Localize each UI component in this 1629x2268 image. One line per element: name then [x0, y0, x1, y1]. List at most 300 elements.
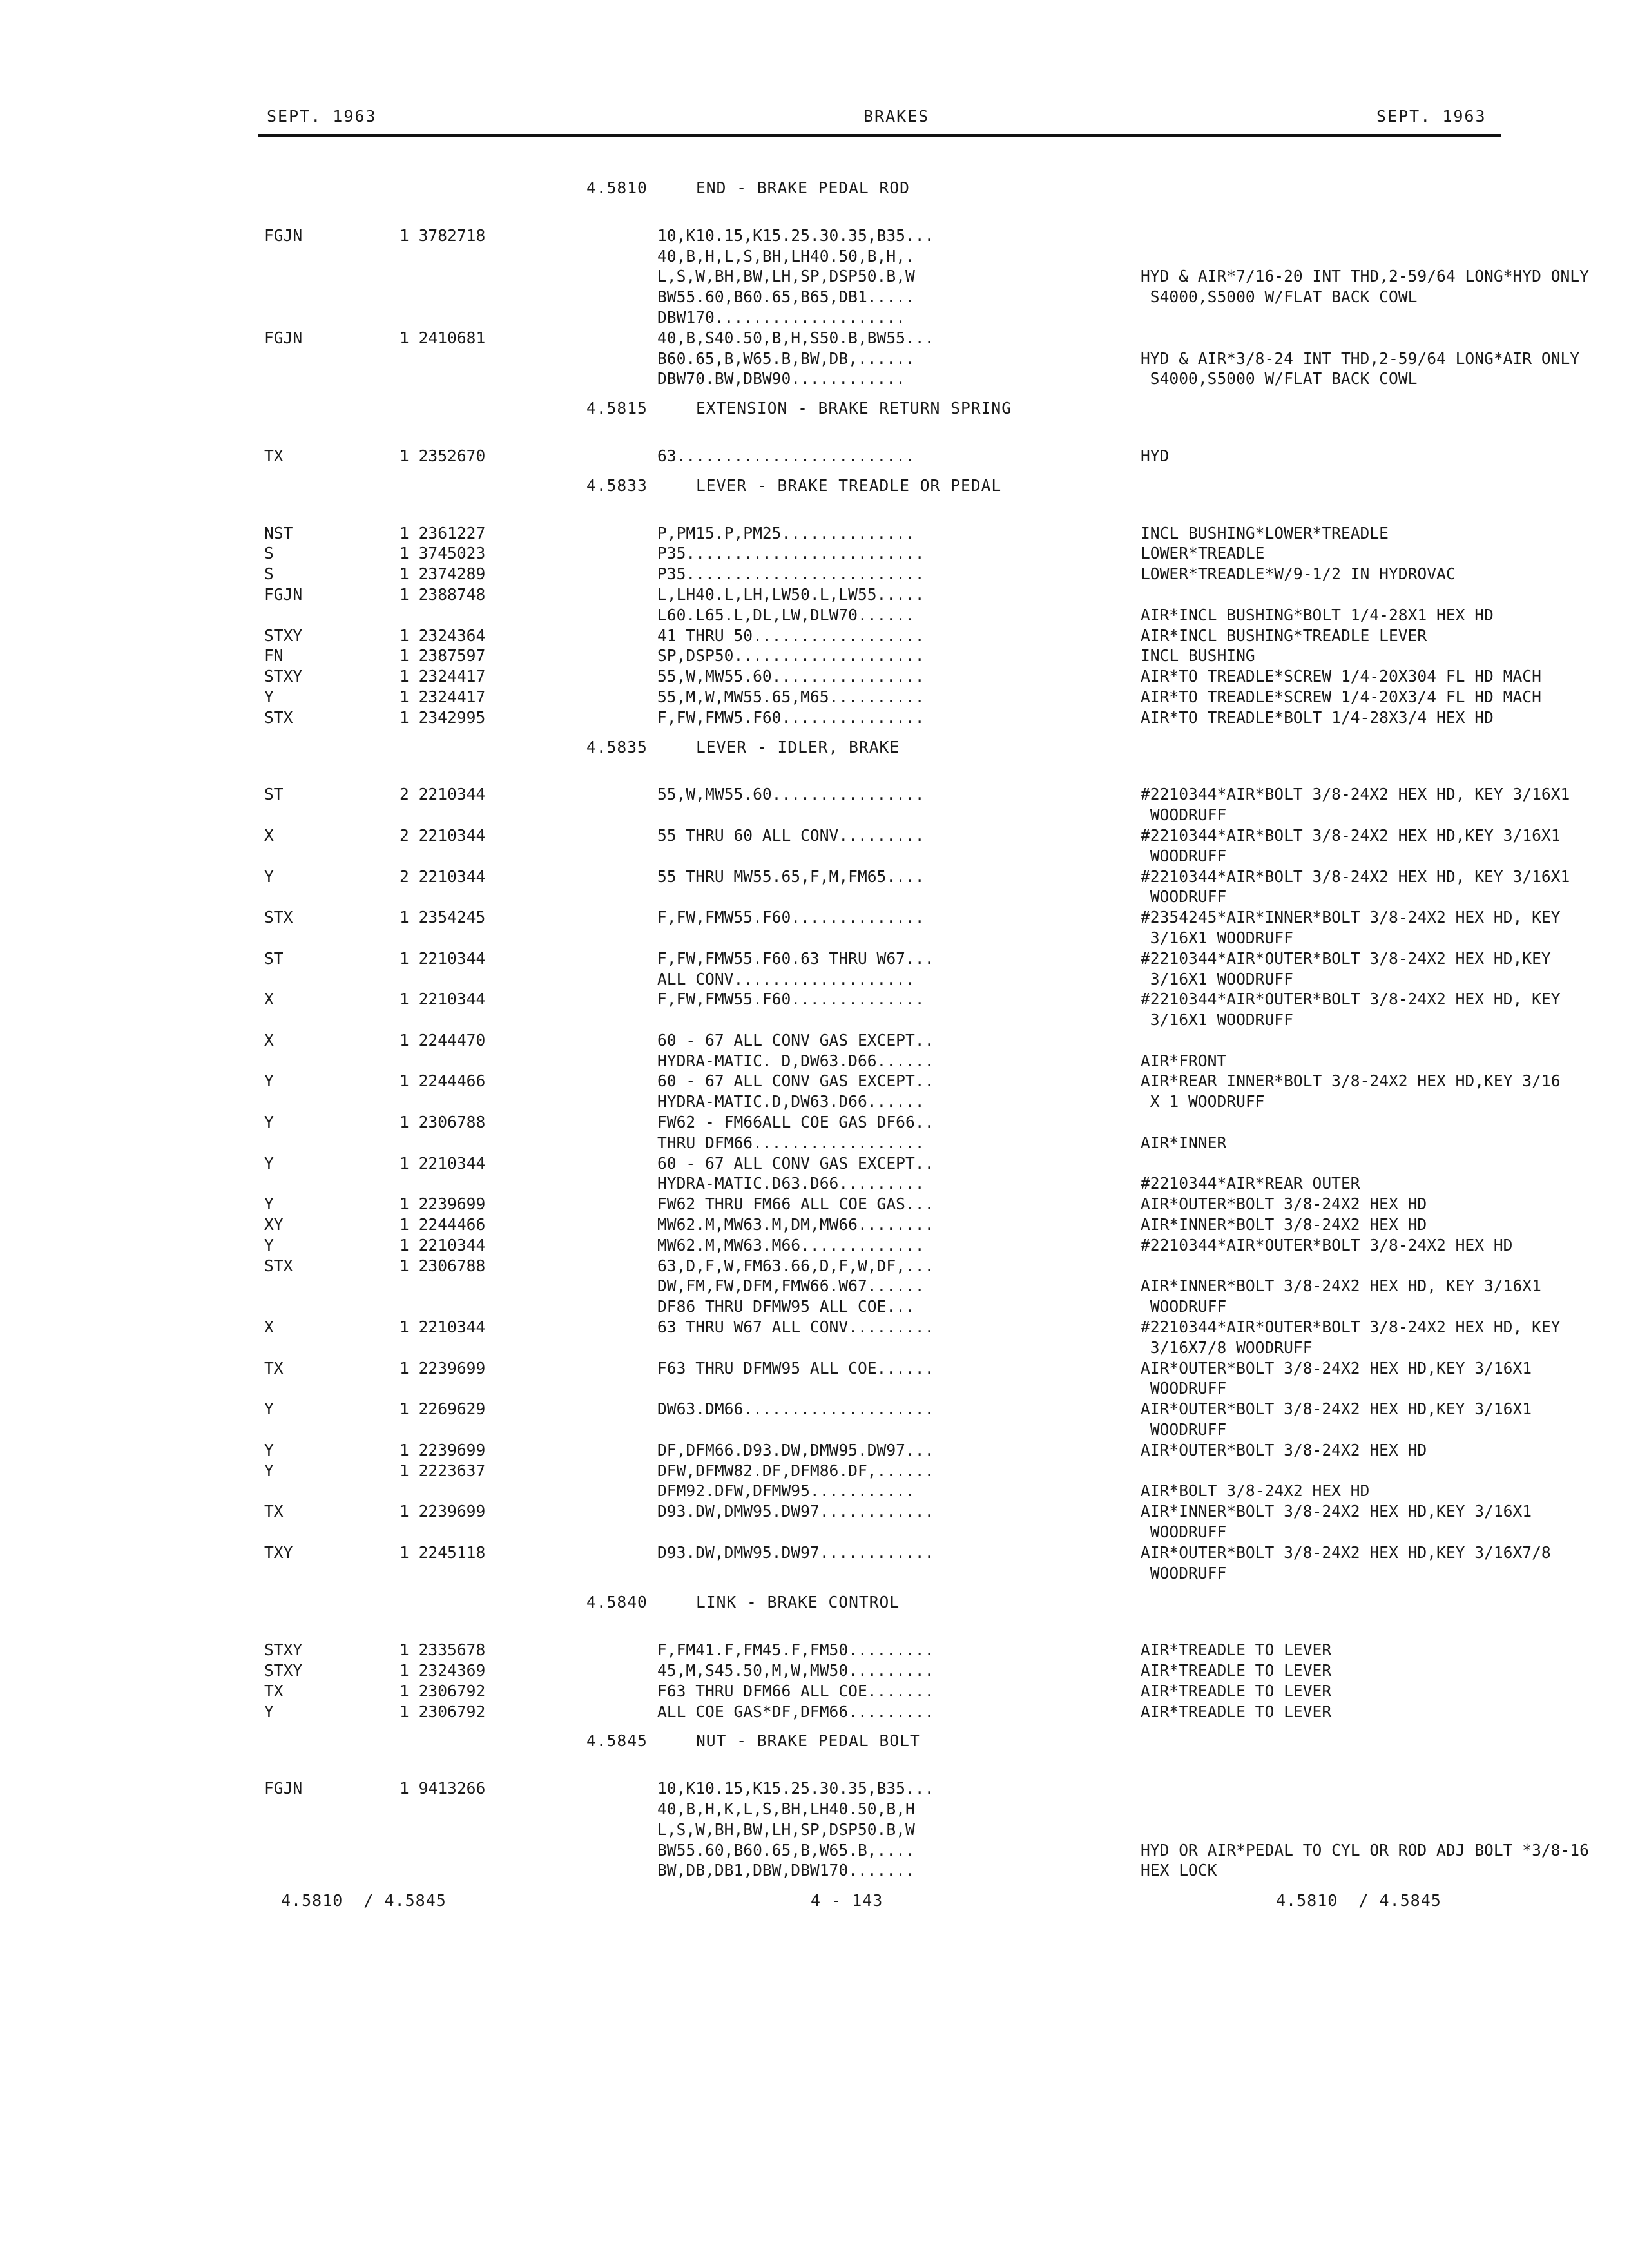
model-code [264, 1860, 400, 1881]
part-description: AIR*INCL BUSHING*TREADLE LEVER [1141, 626, 1427, 645]
model-list: DF86 THRU DFMW95 ALL COE... [657, 1297, 915, 1316]
model-list: 55,W,MW55.60................ [657, 785, 925, 804]
header-date-left: SEPT. 1963 [267, 107, 377, 126]
model-list: L,S,W,BH,BW,LH,SP,DSP50.B,W [657, 267, 915, 286]
part-description: HYD [1141, 446, 1170, 465]
part-row [264, 1071, 1561, 1091]
model-list: 41 THRU 50.................. [657, 626, 925, 645]
model-list: L60.L65.L,DL,LW,DLW70...... [657, 605, 915, 624]
part-number [400, 1522, 657, 1542]
part-number: 1 2210344 [400, 1318, 486, 1337]
model-code: STX [264, 908, 293, 927]
section-number: 4.5845 [586, 1731, 648, 1751]
model-code: STX [264, 707, 293, 727]
part-description: INCL BUSHING [1141, 646, 1255, 666]
model-code: X [264, 1318, 274, 1337]
part-number: 1 2306792 [400, 1681, 486, 1700]
part-row [264, 907, 1561, 928]
part-number: 1 3782718 [400, 226, 486, 245]
part-row [264, 1173, 1521, 1194]
part-row [264, 887, 1521, 907]
part-row [264, 349, 1580, 369]
model-code: STXY [264, 626, 303, 645]
model-code: S [264, 564, 274, 584]
part-row [264, 1153, 1521, 1174]
part-row [264, 1091, 1521, 1112]
part-number [400, 1481, 657, 1501]
section-title: END - BRAKE PEDAL ROD [696, 178, 910, 197]
part-description: AIR*INNER [1141, 1133, 1227, 1152]
model-list: L,LH40.L,LH,LW50.L,LW55..... [657, 584, 925, 604]
section-title: EXTENSION - BRAKE RETURN SPRING [696, 399, 1012, 418]
model-code: ST [264, 948, 284, 968]
model-list: HYDRA-MATIC.D63.D66......... [657, 1174, 925, 1193]
model-code [264, 1173, 400, 1194]
part-row [264, 687, 1541, 707]
model-code: Y [264, 1235, 274, 1254]
part-description: AIR*TREADLE TO LEVER [1141, 1702, 1332, 1721]
part-row [264, 369, 1521, 389]
part-description: 3/16X1 WOODRUFF [1141, 1010, 1293, 1030]
part-number: 1 2306788 [400, 1256, 486, 1275]
part-description: AIR*REAR INNER*BOLT 3/8-24X2 HEX HD,KEY 3/16 [1141, 1072, 1561, 1091]
model-code: FN [264, 646, 284, 666]
part-description: #2210344*AIR*BOLT 3/8-24X2 HEX HD,KEY 3/16X1 [1141, 825, 1561, 845]
model-list: 60 - 67 ALL CONV GAS EXCEPT.. [657, 1072, 934, 1091]
header-date-right: SEPT. 1963 [1376, 107, 1487, 126]
model-list: BW55.60,B60.65,B,W65.B,.... [657, 1840, 915, 1860]
part-number [400, 1419, 657, 1440]
model-list: FW62 THRU FM66 ALL COE GAS... [657, 1195, 934, 1214]
part-description: WOODRUFF [1141, 1379, 1227, 1398]
model-list: BW55.60,B60.65,B65,DB1..... [657, 287, 915, 307]
part-row [264, 266, 1589, 287]
part-description: #2354245*AIR*INNER*BOLT 3/8-24X2 HEX HD, KEY [1141, 908, 1561, 927]
part-number: 2 2210344 [400, 867, 486, 886]
part-number [400, 1133, 657, 1153]
model-code [264, 887, 400, 907]
part-row [264, 446, 1521, 466]
model-list: F,FW,FMW55.F60.............. [657, 908, 925, 927]
part-row [264, 626, 1521, 646]
model-list: 55,M,W,MW55.65,M65.......... [657, 687, 925, 706]
part-number: 1 2244466 [400, 1215, 486, 1235]
section-title: LEVER - IDLER, BRAKE [696, 737, 900, 756]
parts-list [264, 169, 1589, 1881]
part-row [264, 564, 1521, 584]
part-row [264, 1317, 1561, 1338]
part-number: 1 2223637 [400, 1461, 486, 1480]
part-number: 1 2239699 [400, 1502, 486, 1521]
header-rule [258, 134, 1501, 137]
model-list: B60.65,B,W65.B,BW,DB,...... [657, 349, 915, 368]
model-list [657, 928, 1141, 948]
model-list: DBW170.................... [657, 307, 905, 327]
model-list: P,PM15.P,PM25.............. [657, 523, 915, 543]
model-code: TX [264, 1502, 284, 1521]
model-code [264, 1276, 400, 1296]
part-description: WOODRUFF [1141, 887, 1227, 907]
model-list: 10,K10.15,K15.25.30.35,B35... [657, 226, 934, 245]
model-list: F63 THRU DFMW95 ALL COE...... [657, 1358, 934, 1378]
part-row [264, 928, 1521, 948]
part-row [264, 523, 1521, 544]
model-list: F63 THRU DFM66 ALL COE....... [657, 1681, 934, 1700]
model-list: D93.DW,DMW95.DW97............ [657, 1502, 934, 1521]
model-code [264, 1378, 400, 1399]
part-description: WOODRUFF [1141, 1297, 1227, 1316]
part-description: #2210344*AIR*OUTER*BOLT 3/8-24X2 HEX HD [1141, 1235, 1513, 1254]
part-number [400, 1173, 657, 1194]
part-description: AIR*BOLT 3/8-24X2 HEX HD [1141, 1481, 1370, 1501]
model-code: X [264, 990, 274, 1009]
section-heading [264, 398, 1521, 419]
model-code [264, 1820, 400, 1840]
part-number: 1 2335678 [400, 1640, 486, 1660]
part-row [264, 1358, 1532, 1379]
model-code: NST [264, 523, 293, 543]
part-row [264, 226, 1521, 246]
part-row [264, 1256, 1521, 1276]
part-number [400, 805, 657, 825]
part-row [264, 1660, 1521, 1681]
model-code: Y [264, 1440, 274, 1459]
model-code [264, 307, 400, 328]
part-number: 1 2210344 [400, 1153, 486, 1173]
part-row [264, 1378, 1521, 1399]
part-number [400, 369, 657, 389]
part-description: AIR*OUTER*BOLT 3/8-24X2 HEX HD,KEY 3/16X1 [1141, 1358, 1532, 1378]
part-description: WOODRUFF [1141, 805, 1227, 825]
part-number: 1 2352670 [400, 446, 486, 465]
part-description: #2210344*AIR*OUTER*BOLT 3/8-24X2 HEX HD, KEY [1141, 990, 1561, 1009]
part-row [264, 307, 1521, 328]
section-title: LINK - BRAKE CONTROL [696, 1593, 900, 1612]
part-description: #2210344*AIR*REAR OUTER [1141, 1174, 1360, 1193]
part-row [264, 1640, 1521, 1660]
model-code: FGJN [264, 1779, 303, 1798]
part-number: 1 2210344 [400, 990, 486, 1009]
model-list: MW62.M,MW63.M66............. [657, 1235, 925, 1254]
part-row [264, 969, 1521, 990]
part-number: 1 2388748 [400, 584, 486, 604]
section-heading [264, 476, 1521, 496]
part-number: 1 3745023 [400, 544, 486, 563]
part-row [264, 666, 1541, 687]
part-number [400, 846, 657, 867]
part-number: 1 9413266 [400, 1779, 486, 1798]
part-row [264, 825, 1561, 846]
part-row [264, 1419, 1521, 1440]
part-description: #2210344*AIR*BOLT 3/8-24X2 HEX HD, KEY 3/16X1 [1141, 785, 1570, 804]
part-row [264, 1194, 1521, 1215]
part-number [400, 1010, 657, 1030]
model-code [264, 287, 400, 307]
model-code: TX [264, 446, 284, 465]
model-list: D93.DW,DMW95.DW97............ [657, 1542, 934, 1562]
part-number: 1 2324364 [400, 626, 486, 645]
model-list: FW62 - FM66ALL COE GAS DF66.. [657, 1113, 934, 1132]
model-code [264, 349, 400, 369]
model-code: Y [264, 1113, 274, 1132]
model-list: 63 THRU W67 ALL CONV......... [657, 1318, 934, 1337]
part-number [400, 1840, 657, 1861]
part-number: 1 2244466 [400, 1072, 486, 1091]
part-description: AIR*TREADLE TO LEVER [1141, 1661, 1332, 1680]
part-description: AIR*OUTER*BOLT 3/8-24X2 HEX HD,KEY 3/16X1 [1141, 1399, 1532, 1419]
part-row [264, 1840, 1589, 1861]
section-number: 4.5835 [586, 737, 648, 756]
part-row [264, 1051, 1521, 1072]
part-description: WOODRUFF [1141, 846, 1227, 865]
model-list [657, 1378, 1141, 1399]
part-number [400, 969, 657, 990]
part-number: 1 2244470 [400, 1030, 486, 1050]
model-list: BW,DB,DB1,DBW,DBW170....... [657, 1861, 915, 1880]
model-list: DF,DFM66.D93.DW,DMW95.DW97... [657, 1440, 934, 1459]
section-number: 4.5840 [586, 1593, 648, 1612]
part-row [264, 1501, 1532, 1522]
header-title: BRAKES [863, 107, 930, 126]
model-code [264, 1563, 400, 1584]
model-code [264, 1133, 400, 1153]
part-description: HYD & AIR*3/8-24 INT THD,2-59/64 LONG*AIR ONLY [1141, 349, 1580, 368]
model-list: HYDRA-MATIC. D,DW63.D66...... [657, 1051, 934, 1070]
model-code: FGJN [264, 584, 303, 604]
part-description: HEX LOCK [1141, 1861, 1217, 1880]
model-list: DW,FM,FW,DFM,FMW66.W67...... [657, 1276, 925, 1296]
part-number: 2 2210344 [400, 825, 486, 845]
part-description: #2210344*AIR*BOLT 3/8-24X2 HEX HD, KEY 3/16X1 [1141, 867, 1570, 886]
part-number: 1 2210344 [400, 1235, 486, 1254]
model-code: Y [264, 1702, 274, 1721]
model-code [264, 1840, 400, 1861]
part-row [264, 1542, 1551, 1563]
section-title: LEVER - BRAKE TREADLE OR PEDAL [696, 476, 1002, 495]
model-list [657, 887, 1141, 907]
model-list [657, 1563, 1141, 1584]
section-heading [264, 1731, 1521, 1751]
part-description: AIR*OUTER*BOLT 3/8-24X2 HEX HD [1141, 1195, 1427, 1214]
part-number: 1 2324417 [400, 687, 486, 706]
model-list: ALL CONV................... [657, 969, 915, 988]
part-number [400, 887, 657, 907]
model-code: X [264, 825, 274, 845]
part-description: AIR*TREADLE TO LEVER [1141, 1681, 1332, 1700]
part-number: 1 2239699 [400, 1195, 486, 1214]
model-code: STX [264, 1256, 293, 1275]
model-code [264, 1051, 400, 1072]
part-row [264, 328, 1521, 349]
part-number [400, 1276, 657, 1296]
section-number: 4.5815 [586, 399, 648, 418]
model-code: STXY [264, 667, 303, 686]
part-row [264, 1681, 1521, 1702]
part-number [400, 246, 657, 267]
model-list [657, 846, 1141, 867]
part-number [400, 307, 657, 328]
model-list [657, 1338, 1141, 1358]
model-list: F,FW,FMW55.F60.............. [657, 990, 925, 1009]
part-number [400, 1860, 657, 1881]
model-code: Y [264, 687, 274, 706]
part-row [264, 646, 1521, 666]
part-number: 1 2342995 [400, 707, 486, 727]
part-number [400, 1378, 657, 1399]
part-row [264, 287, 1521, 307]
model-list: F,FW,FMW5.F60............... [657, 707, 925, 727]
model-code [264, 1419, 400, 1440]
model-code: Y [264, 1461, 274, 1480]
part-number: 1 2324369 [400, 1661, 486, 1680]
part-description: S4000,S5000 W/FLAT BACK COWL [1141, 369, 1418, 389]
part-row [264, 1215, 1521, 1235]
model-code [264, 1338, 400, 1358]
part-row [264, 1276, 1541, 1296]
model-list: 55,W,MW55.60................ [657, 667, 925, 686]
part-description: AIR*INNER*BOLT 3/8-24X2 HEX HD,KEY 3/16X1 [1141, 1502, 1532, 1521]
model-code: Y [264, 1072, 274, 1091]
model-list [657, 1419, 1141, 1440]
part-description: 3/16X1 WOODRUFF [1141, 928, 1293, 947]
model-code [264, 928, 400, 948]
model-code: TX [264, 1681, 284, 1700]
part-row [264, 1799, 1521, 1820]
part-row [264, 1440, 1521, 1461]
part-number [400, 349, 657, 369]
model-list: HYDRA-MATIC.D,DW63.D66...... [657, 1092, 925, 1111]
model-code [264, 266, 400, 287]
model-list: 40,B,H,L,S,BH,LH40.50,B,H,. [657, 246, 915, 265]
part-description: 3/16X7/8 WOODRUFF [1141, 1338, 1313, 1357]
model-code: TX [264, 1358, 284, 1378]
part-number: 1 2374289 [400, 564, 486, 584]
part-number: 1 2245118 [400, 1542, 486, 1562]
part-number: 1 2410681 [400, 328, 486, 347]
part-row [264, 846, 1521, 867]
part-row [264, 605, 1521, 626]
part-description: AIR*TO TREADLE*SCREW 1/4-20X304 FL HD MACH [1141, 667, 1541, 686]
model-code [264, 1522, 400, 1542]
model-list: DW63.DM66.................... [657, 1399, 934, 1419]
part-description: HYD OR AIR*PEDAL TO CYL OR ROD ADJ BOLT *3/8-16 [1141, 1840, 1589, 1860]
model-code [264, 605, 400, 626]
part-description: AIR*OUTER*BOLT 3/8-24X2 HEX HD,KEY 3/16X7/8 [1141, 1542, 1551, 1562]
part-row [264, 1820, 1521, 1840]
part-number: 1 2387597 [400, 646, 486, 666]
model-code [264, 246, 400, 267]
page-number: 4 - 143 [811, 1891, 883, 1910]
part-description: WOODRUFF [1141, 1420, 1227, 1439]
model-code [264, 1481, 400, 1501]
model-code [264, 805, 400, 825]
model-code [264, 1296, 400, 1317]
model-code: Y [264, 1399, 274, 1419]
part-row [264, 805, 1521, 825]
model-list: P35......................... [657, 544, 925, 563]
model-list: 63......................... [657, 446, 915, 465]
part-description: #2210344*AIR*OUTER*BOLT 3/8-24X2 HEX HD,KEY [1141, 948, 1551, 968]
part-description: LOWER*TREADLE [1141, 544, 1265, 563]
part-number [400, 605, 657, 626]
part-description: X 1 WOODRUFF [1141, 1092, 1265, 1111]
part-row [264, 948, 1551, 969]
model-list: DFM92.DFW,DFMW95........... [657, 1481, 915, 1501]
part-row [264, 543, 1521, 564]
part-number: 1 2269629 [400, 1399, 486, 1419]
part-row [264, 584, 1521, 605]
section-title: NUT - BRAKE PEDAL BOLT [696, 1731, 920, 1751]
part-row [264, 1860, 1521, 1881]
model-list: F,FW,FMW55.F60.63 THRU W67... [657, 948, 934, 968]
part-description: LOWER*TREADLE*W/9-1/2 IN HYDROVAC [1141, 564, 1456, 584]
part-row [264, 1010, 1521, 1030]
part-description: AIR*INNER*BOLT 3/8-24X2 HEX HD, KEY 3/16X1 [1141, 1276, 1541, 1296]
part-number: 1 2239699 [400, 1358, 486, 1378]
part-description: WOODRUFF [1141, 1523, 1227, 1542]
model-list: 45,M,S45.50,M,W,MW50......... [657, 1661, 934, 1680]
part-number [400, 1820, 657, 1840]
part-row [264, 1399, 1532, 1419]
part-number [400, 1296, 657, 1317]
part-number [400, 928, 657, 948]
footer-range-left: 4.5810 / 4.5845 [281, 1891, 447, 1910]
section-heading [264, 178, 1521, 198]
model-list: 60 - 67 ALL CONV GAS EXCEPT.. [657, 1153, 934, 1173]
model-code: FGJN [264, 328, 303, 347]
model-code: TXY [264, 1542, 293, 1562]
model-list: MW62.M,MW63.M,DM,MW66........ [657, 1215, 934, 1235]
part-description: S4000,S5000 W/FLAT BACK COWL [1141, 287, 1418, 307]
part-description: #2210344*AIR*OUTER*BOLT 3/8-24X2 HEX HD, KEY [1141, 1318, 1561, 1337]
part-row [264, 1522, 1521, 1542]
model-code: S [264, 544, 274, 563]
model-list [657, 1010, 1141, 1030]
model-code [264, 1799, 400, 1820]
part-number: 1 2210344 [400, 948, 486, 968]
part-number: 2 2210344 [400, 785, 486, 804]
part-description: 3/16X1 WOODRUFF [1141, 969, 1293, 988]
part-row [264, 1133, 1521, 1153]
part-number [400, 1051, 657, 1072]
model-list: L,S,W,BH,BW,LH,SP,DSP50.B,W [657, 1820, 915, 1839]
part-row [264, 1338, 1521, 1358]
part-description: AIR*OUTER*BOLT 3/8-24X2 HEX HD [1141, 1440, 1427, 1459]
model-code: FGJN [264, 226, 303, 245]
model-list: F,FM41.F,FM45.F,FM50......... [657, 1640, 934, 1660]
part-row [264, 1481, 1521, 1501]
model-code: STXY [264, 1661, 303, 1680]
model-list: 40,B,S40.50,B,H,S50.B,BW55... [657, 328, 934, 347]
section-number: 4.5810 [586, 178, 648, 197]
part-number [400, 1091, 657, 1112]
model-list: DFW,DFMW82.DF,DFM86.DF,...... [657, 1461, 934, 1480]
model-list: 40,B,H,K,L,S,BH,LH40.50,B,H [657, 1799, 915, 1818]
part-row [264, 989, 1561, 1010]
part-number: 1 2239699 [400, 1440, 486, 1459]
model-code: X [264, 1030, 274, 1050]
model-list: DBW70.BW,DBW90............ [657, 369, 905, 389]
part-description: INCL BUSHING*LOWER*TREADLE [1141, 523, 1389, 543]
part-description: AIR*TO TREADLE*SCREW 1/4-20X3/4 FL HD MACH [1141, 687, 1541, 706]
part-row [264, 784, 1570, 805]
part-number: 1 2354245 [400, 908, 486, 927]
part-number: 1 2361227 [400, 523, 486, 543]
model-code: Y [264, 1195, 274, 1214]
part-description: WOODRUFF [1141, 1563, 1227, 1582]
part-row [264, 1235, 1521, 1256]
part-description: AIR*TO TREADLE*BOLT 1/4-28X3/4 HEX HD [1141, 707, 1494, 727]
